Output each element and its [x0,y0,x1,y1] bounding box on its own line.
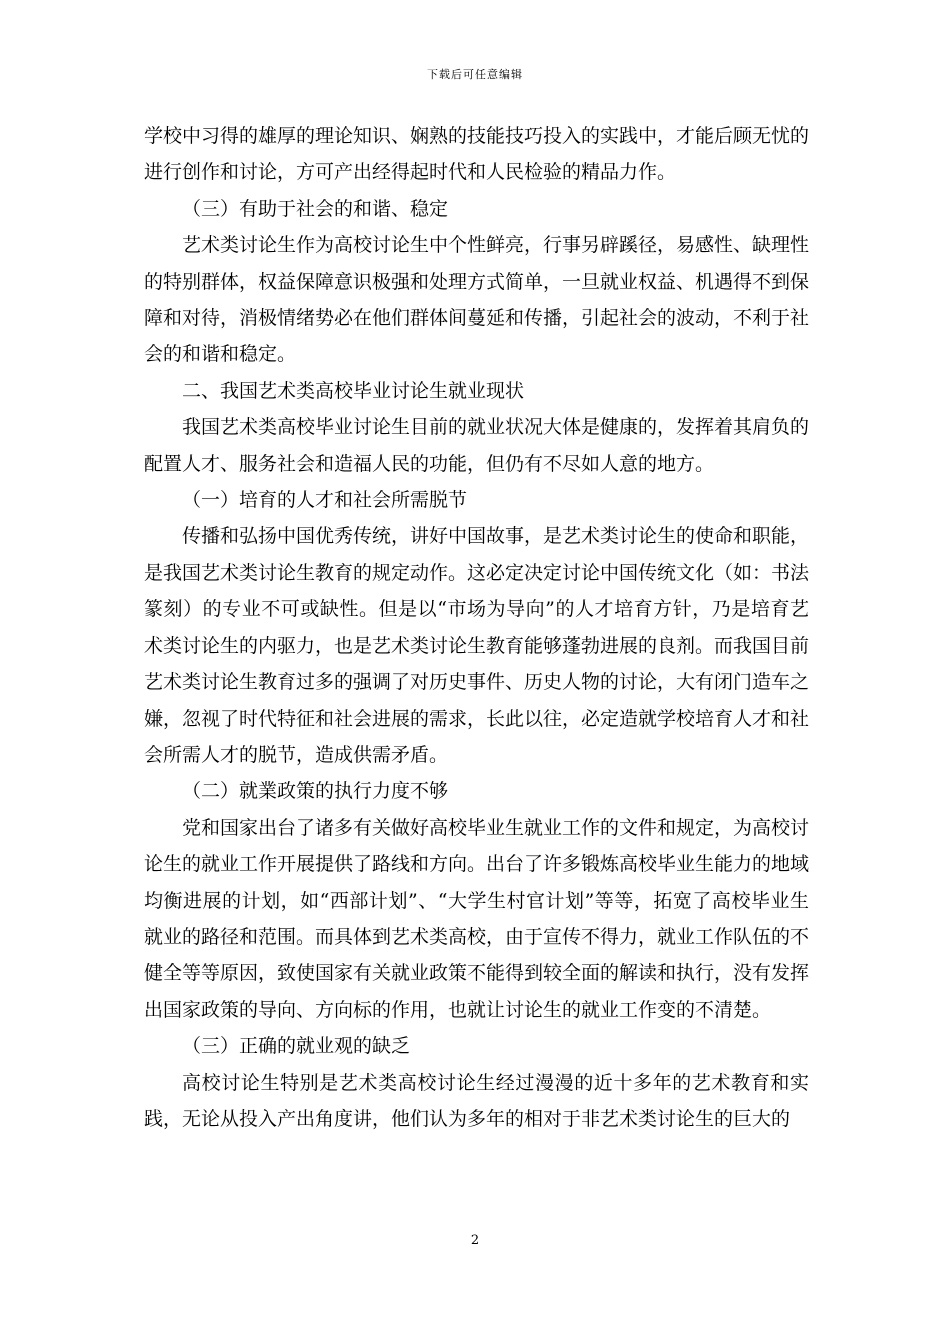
section-heading-social-harmony: （三）有助于社会的和谐、稳定 [182,197,449,220]
paragraph: 高校讨论生特别是艺术类高校讨论生经过漫漫的近十多年的艺术教育和实践，无论从投入产出角度讲，他们认为多年的相对于非艺术类讨论生的巨大的 [144,1071,809,1130]
section-heading-employment-outlook: （三）正确的就业观的缺乏 [182,1035,411,1058]
document-body [144,118,809,1137]
page-number: 2 [470,1233,480,1248]
chapter-heading-employment-status: 二、我国艺术类高校毕业讨论生就业现状 [182,379,525,402]
paragraph-continuation: 学校中习得的雄厚的理论知识、娴熟的技能技巧投入的实践中，才能后顾无忧的进行创作和讨论，方可产出经得起时代和人民检验的精品力作。 [144,125,810,184]
paragraph: 我国艺术类高校毕业讨论生目前的就业状况大体是健康的，发挥着其肩负的配置人才、服务社会和造福人民的功能，但仍有不尽如人意的地方。 [144,416,810,475]
section-heading-talent-mismatch: （一）培育的人才和社会所需脱节 [182,489,468,512]
paragraph: 艺术类讨论生作为高校讨论生中个性鲜亮，行事另辟蹊径，易感性、缺理性的特别群体，权益保障意识极强和处理方式简单，一旦就业权益、机遇得不到保障和对待，消极情绪势必在他们群体间蔓延和传播，引起社会的波动，不利于社会的和谐和稳定。 [144,234,810,366]
section-heading-policy-execution: （二）就業政策的执行力度不够 [182,780,449,803]
paragraph: 传播和弘扬中国优秀传统，讲好中国故事，是艺术类讨论生的使命和职能，是我国艺术类讨论生教育的规定动作。这必定决定讨论中国传统文化（如：书法篆刻）的专业不可或缺性。但是以“市场为导向”的人才培育方针，乃是培育艺术类讨论生的内驱力，也是艺术类讨论生教育能够蓬勃进展的良剂。而我国目前艺术类讨论生教育过多的强调了对历史事件、历史人物的讨论，大有闭门造车之嫌，忽视了时代特征和社会进展的需求，长此以往，必定造就学校培育人才和社会所需人才的脱节，造成供需矛盾。 [144,525,810,766]
paragraph: 党和国家出台了诸多有关做好高校毕业生就业工作的文件和规定，为高校讨论生的就业工作开展提供了路线和方向。出台了许多锻炼高校毕业生能力的地域均衡进展的计划，如“西部计划”、“大学生村官计划”等等，拓宽了高校毕业生就业的路径和范围。而具体到艺术类高校，由于宣传不得力，就业工作队伍的不健全等等原因，致使国家有关就业政策不能得到较全面的解读和执行，没有发挥出国家政策的导向、方向标的作用，也就让讨论生的就业工作变的不清楚。 [144,816,810,1021]
page-header: 下载后可任意编辑 [427,68,523,81]
